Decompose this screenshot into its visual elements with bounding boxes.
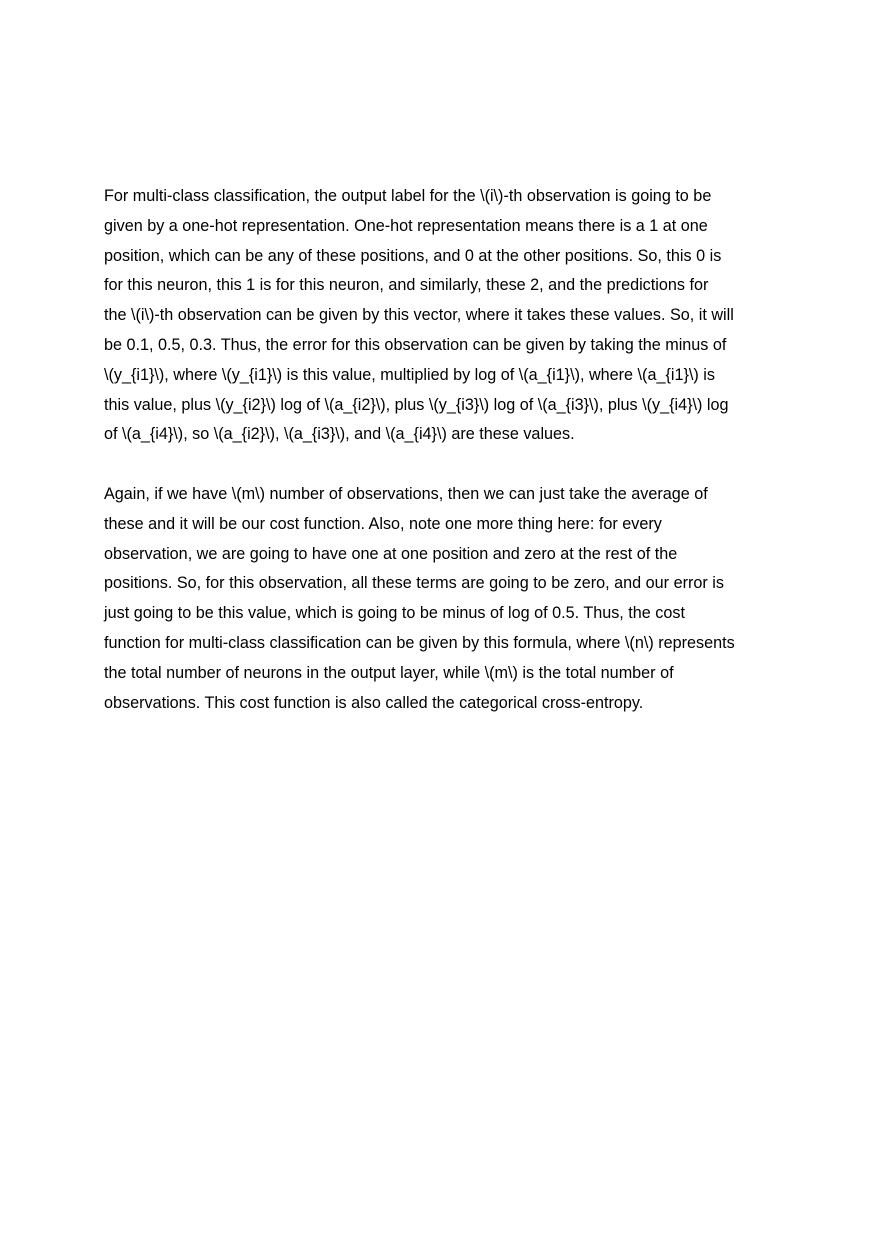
- document-body: [104, 182, 784, 718]
- text-line: just going to be this value, which is going to be minus of log of 0.5. Thus, the cost: [104, 604, 685, 623]
- paragraph-multiclass-error: [104, 182, 784, 450]
- text-line: For multi-class classification, the output label for the \(i\)-th observation is going to be: [104, 187, 712, 205]
- text-line: of \(a_{i4}\), so \(a_{i2}\), \(a_{i3}\), and \(a_{i4}\) are these values.: [104, 425, 575, 444]
- text-line: positions. So, for this observation, all these terms are going to be zero, and our error is: [104, 574, 724, 593]
- text-line: function for multi-class classification can be given by this formula, where \(n\) represents: [104, 633, 735, 652]
- text-line: for this neuron, this 1 is for this neuron, and similarly, these 2, and the predictions for: [104, 276, 709, 295]
- text-line: position, which can be any of these positions, and 0 at the other positions. So, this 0 is: [104, 246, 722, 265]
- text-line: these and it will be our cost function. Also, note one more thing here: for every: [104, 514, 662, 533]
- text-line: the total number of neurons in the output layer, while \(m\) is the total number of: [104, 663, 674, 682]
- text-line: be 0.1, 0.5, 0.3. Thus, the error for this observation can be given by taking the minus of: [104, 335, 727, 354]
- text-line: Again, if we have \(m\) number of observations, then we can just take the average of: [104, 484, 708, 503]
- text-line: observation, we are going to have one at one position and zero at the rest of the: [104, 544, 678, 563]
- text-line: given by a one-hot representation. One-hot representation means there is a 1 at one: [104, 216, 708, 235]
- text-line: this value, plus \(y_{i2}\) log of \(a_{i2}\), plus \(y_{i3}\) log of \(a_{i3}\), plus \(y_{i4}\) log: [104, 395, 729, 414]
- text-line: the \(i\)-th observation can be given by this vector, where it takes these values. So, it will: [104, 306, 734, 325]
- text-line: \(y_{i1}\), where \(y_{i1}\) is this value, multiplied by log of \(a_{i1}\), where \(a_{i1}\) is: [104, 365, 715, 384]
- paragraph-cost-function: [104, 480, 784, 718]
- text-line: observations. This cost function is also called the categorical cross-entropy.: [104, 693, 644, 712]
